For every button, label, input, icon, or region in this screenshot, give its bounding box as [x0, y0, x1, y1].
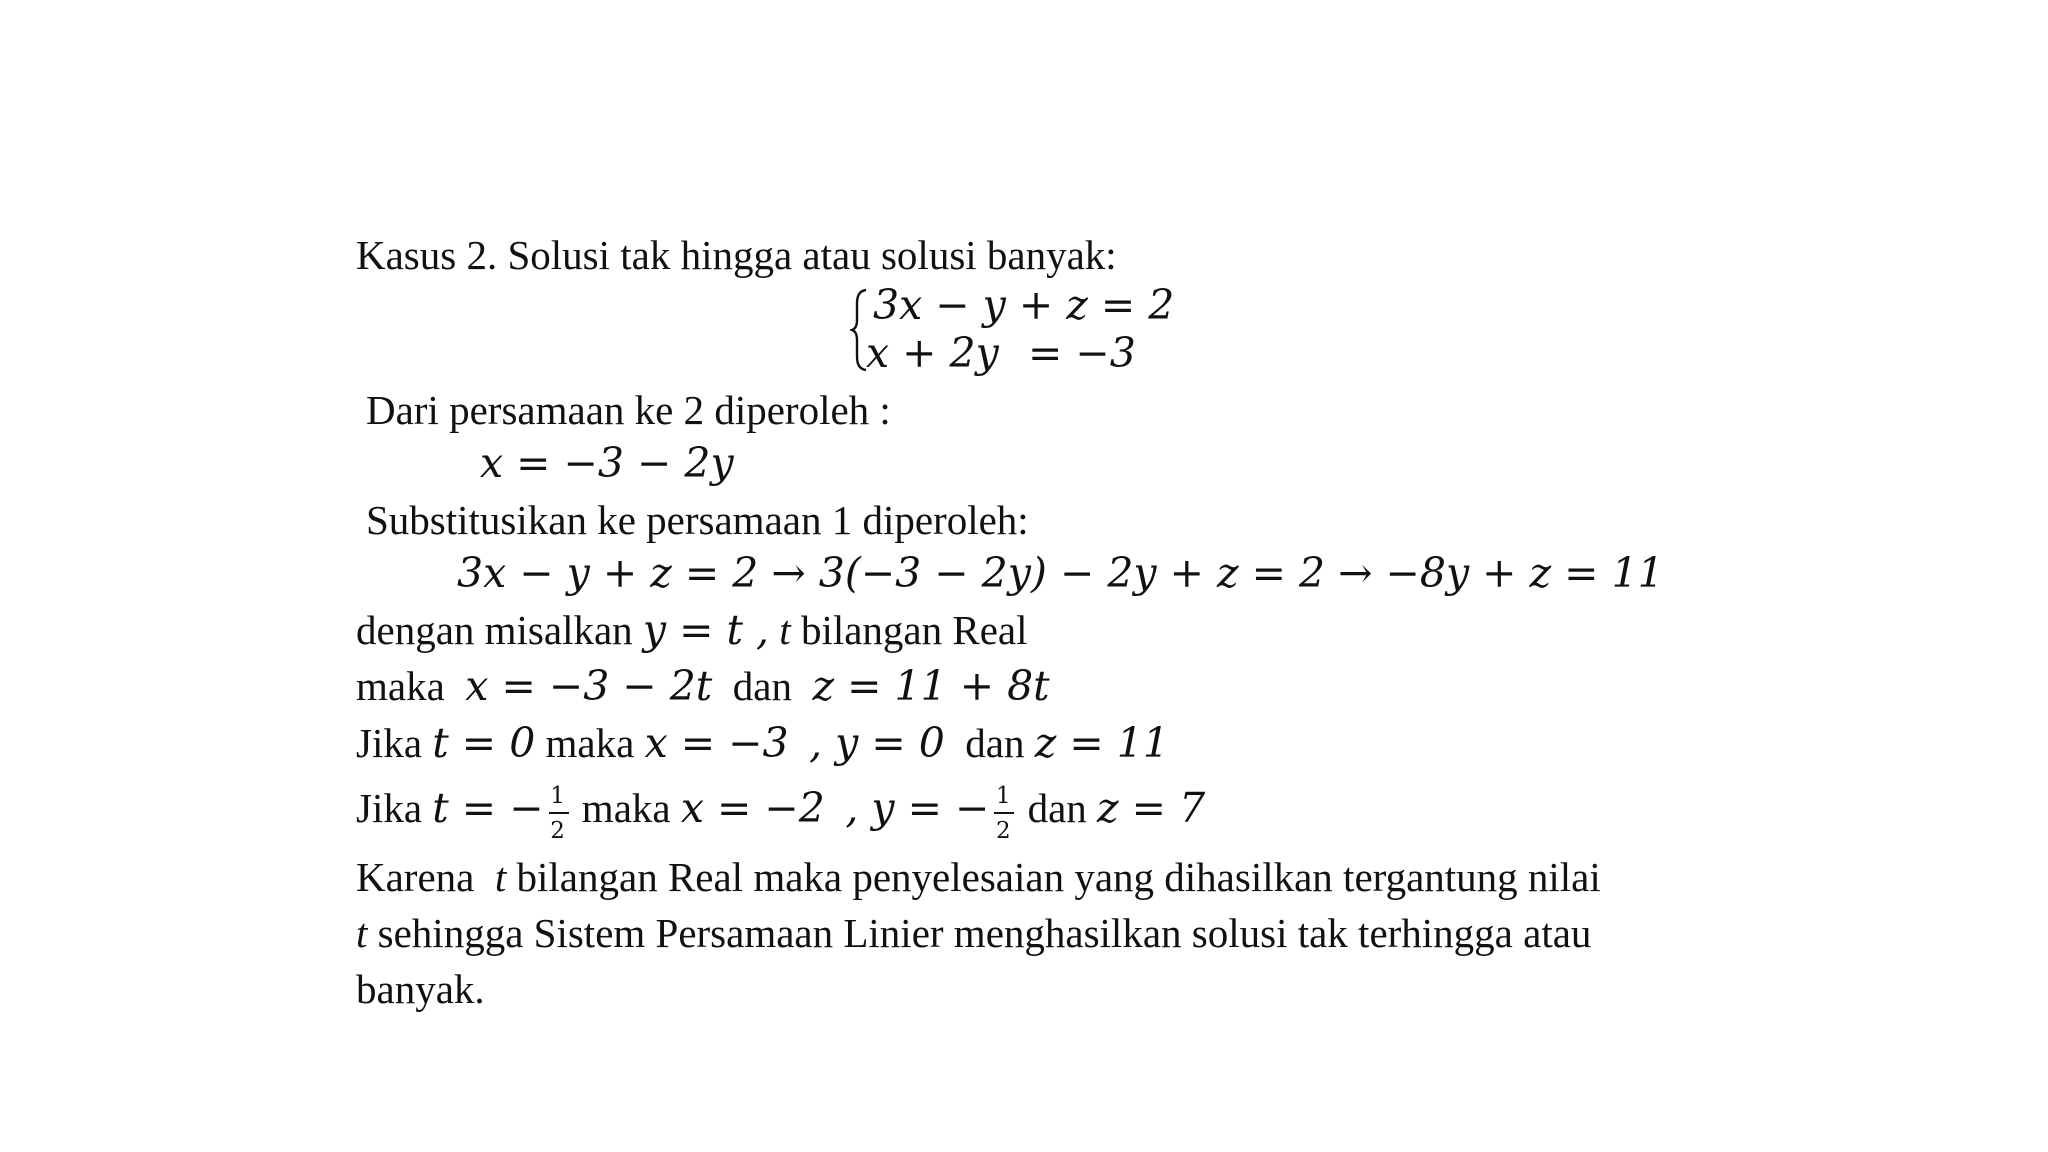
case2-fraction-t	[548, 783, 568, 843]
case2-dan: dan	[1027, 785, 1087, 831]
case2-fraction-t-denominator: 2	[550, 817, 565, 844]
conclusion-line1-rest: bilangan Real maka penyelesaian yang dihasilkan tergantung nilai	[516, 854, 1601, 900]
step4-dan: dan	[732, 663, 792, 709]
step2-formula: 3x − y + z = 2 → 3(−3 − 2y) − 2y + z = 2 → −8y + z = 11	[457, 549, 1664, 597]
step4-formula-x: x = −3 − 2t	[465, 662, 713, 710]
conclusion-line2-rest: sehingga Sistem Persamaan Linier menghasilkan solusi tak terhingga atau	[377, 910, 1592, 956]
case2-formula-y: , y = −	[845, 784, 990, 832]
step1-formula: x = −3 − 2y	[480, 439, 734, 487]
conclusion-prefix: Karena	[356, 854, 475, 900]
step4-line	[356, 662, 1050, 710]
case1-formula-z: z = 11	[1034, 719, 1169, 767]
case2-formula-z: z = 7	[1097, 784, 1206, 832]
case1-jika: Jika	[356, 720, 423, 766]
case1-formula-y: , y = 0	[809, 719, 945, 767]
system-equation-1: 3x − y + z = 2	[873, 281, 1175, 329]
conclusion-line-2	[356, 910, 1592, 956]
case2-fraction-y	[993, 783, 1013, 843]
case1-formula-x: x = −3	[644, 719, 789, 767]
conclusion-line-3: banyak.	[356, 966, 485, 1012]
case1-line	[356, 719, 1169, 767]
case2-fraction-t-bar	[549, 812, 569, 814]
case2-formula-x: x = −2	[680, 784, 825, 832]
system-equation-2-left: x + 2y	[866, 329, 999, 377]
case1-dan: dan	[965, 720, 1025, 766]
case2-maka: maka	[581, 785, 671, 831]
case-heading: Kasus 2. Solusi tak hingga atau solusi banyak:	[356, 232, 1117, 278]
step1-text: Dari persamaan ke 2 diperoleh :	[366, 387, 891, 433]
step2-text: Substitusikan ke persamaan 1 diperoleh:	[366, 497, 1029, 543]
step3-var: t	[779, 607, 791, 653]
step3-formula: y = t ,	[642, 606, 770, 654]
case2-fraction-y-numerator: 1	[996, 782, 1011, 809]
case2-fraction-y-bar	[994, 812, 1014, 814]
case2-fraction-y-denominator: 2	[996, 817, 1011, 844]
system-equation-2-right: = −3	[1028, 329, 1136, 377]
case2-formula-t: t = −	[432, 784, 544, 832]
case2-jika: Jika	[356, 785, 423, 831]
step3-prefix: dengan misalkan	[356, 607, 633, 653]
conclusion-line-1	[356, 854, 1601, 900]
case1-maka: maka	[545, 720, 635, 766]
step4-maka: maka	[356, 663, 445, 709]
case2-fraction-t-numerator: 1	[550, 782, 565, 809]
conclusion-var-1: t	[494, 854, 507, 900]
conclusion-var-2: t	[356, 910, 368, 956]
case2-line	[356, 778, 1206, 844]
step4-formula-z: z = 11 + 8t	[812, 662, 1050, 710]
step3-suffix: bilangan Real	[800, 607, 1028, 653]
step3-line	[356, 606, 1028, 654]
case1-formula-t: t = 0	[432, 719, 536, 767]
